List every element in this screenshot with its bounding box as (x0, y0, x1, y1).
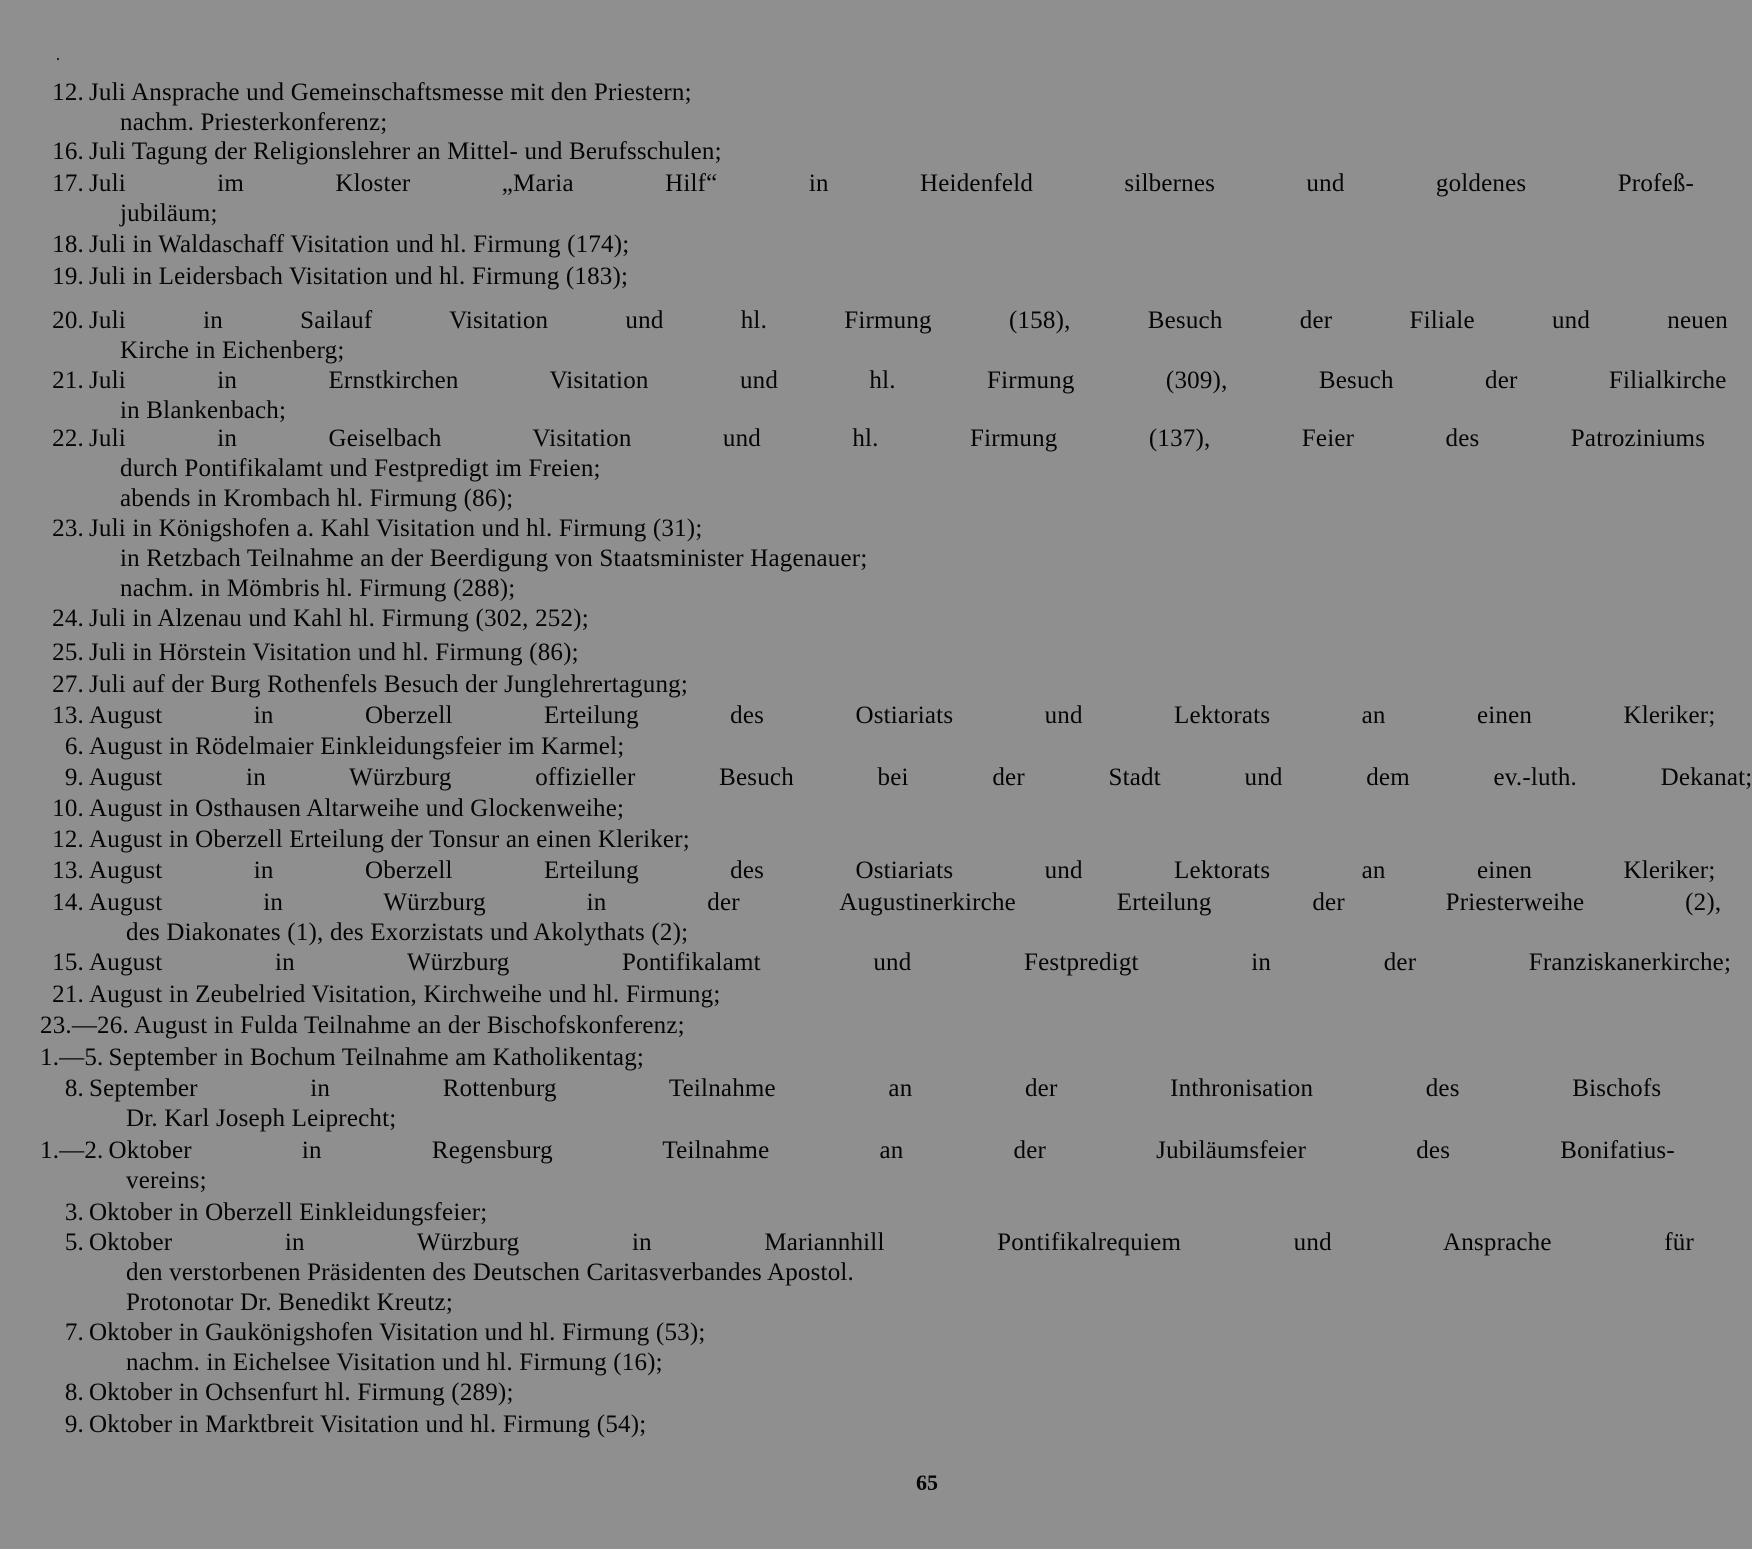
entry-continuation-line: abends in Krombach hl. Firmung (86); (120, 485, 514, 512)
chronicle-entry (40, 137, 938, 167)
entry-text: August in Würzburg Pontifikalamt und Festpredigt in der Franziskanerkirche; (89, 949, 1732, 976)
chronicle-entry (40, 366, 1727, 426)
entry-text: Juli Tagung der Religionslehrer an Mittel- und Berufsschulen; (89, 138, 722, 165)
entry-date-number: 10. (52, 795, 84, 822)
entry-text: September in Rottenburg Teilnahme an der Inthronisation des Bischofs (89, 1075, 1662, 1102)
entry-text: Juli in Hörstein Visitation und hl. Firmung (86); (89, 639, 579, 666)
entry-date-number: 20. (52, 307, 84, 334)
chronicle-entry (40, 1198, 938, 1228)
entry-date-number: 13. (52, 702, 84, 729)
entry-date-number: 5. (64, 1229, 84, 1256)
entry-first-line (40, 1011, 938, 1041)
entry-text: Oktober in Regensburg Teilnahme an der Jubiläumsfeier des Bonifatius- (108, 1137, 1675, 1164)
entry-first-line (40, 1410, 938, 1440)
entry-text: Juli in Geiselbach Visitation und hl. Firmung (137), Feier des Patroziniums (89, 425, 1706, 452)
entry-text: Juli in Königshofen a. Kahl Visitation und hl. Firmung (31); (89, 515, 703, 542)
entry-first-line (40, 888, 1722, 918)
entry-first-line (40, 638, 938, 668)
entry-text: Juli in Alzenau und Kahl hl. Firmung (302, 252); (89, 605, 589, 632)
entry-text: Juli auf der Burg Rothenfels Besuch der Junglehrertagung; (89, 671, 688, 698)
entry-date-number: 14. (52, 889, 84, 916)
entry-text: Juli in Ernstkirchen Visitation und hl. Firmung (309), Besuch der Filialkirche (89, 367, 1727, 394)
entry-text: August in Würzburg in der Augustinerkirche Erteilung der Priesterweihe (2), (89, 889, 1722, 916)
entry-text: Juli in Sailauf Visitation und hl. Firmung (158), Besuch der Filiale und neuen (89, 307, 1728, 334)
chronicle-entry (40, 306, 1728, 366)
entry-date-number: 27. (52, 671, 84, 698)
entry-first-line (40, 169, 1695, 199)
entry-continuation-line: Protonotar Dr. Benedikt Kreutz; (126, 1289, 453, 1316)
entry-first-line (40, 1378, 938, 1408)
entry-first-line (40, 1074, 1662, 1104)
entry-first-line (40, 262, 938, 292)
chronicle-entry (40, 701, 1716, 731)
chronicle-entry (40, 794, 938, 824)
entry-text: August in Rödelmaier Einkleidungsfeier im Karmel; (89, 733, 625, 760)
entry-text: Oktober in Gaukönigshofen Visitation und hl. Firmung (53); (89, 1319, 706, 1346)
entry-continuation-line: nachm. Priesterkonferenz; (120, 109, 388, 136)
entry-text: Juli Ansprache und Gemeinschaftsmesse mit den Priestern; (89, 79, 692, 106)
entry-first-line (40, 825, 938, 855)
chronicle-entry (40, 1043, 938, 1073)
entry-first-line (40, 856, 1716, 886)
entry-date-number: 16. (52, 138, 84, 165)
entry-date-number: 25. (52, 639, 84, 666)
chronicle-entry (40, 1410, 938, 1440)
entry-first-line (40, 732, 938, 762)
entry-date-number: 12. (52, 79, 84, 106)
entry-first-line (40, 306, 1728, 336)
entry-continuation-line: vereins; (126, 1167, 207, 1194)
entry-date-number: 1.—2. (40, 1137, 104, 1164)
chronicle-entry (40, 888, 1722, 948)
entry-date-number: 7. (64, 1319, 84, 1346)
entry-text: August in Oberzell Erteilung der Tonsur an einen Kleriker; (89, 826, 690, 853)
chronicle-entry (40, 1228, 1695, 1318)
entry-text: August in Oberzell Erteilung des Ostiariats und Lektorats an einen Kleriker; (89, 702, 1716, 729)
entry-text: September in Bochum Teilnahme am Katholikentag; (108, 1044, 645, 1071)
entry-text: August in Osthausen Altarweihe und Glockenweihe; (89, 795, 625, 822)
chronicle-entry (40, 825, 938, 855)
entry-text: Oktober in Marktbreit Visitation und hl. Firmung (54); (89, 1411, 647, 1438)
chronicle-entry (40, 856, 1716, 886)
entry-text: Oktober in Würzburg in Mariannhill Pontifikalrequiem und Ansprache für (89, 1229, 1695, 1256)
entry-first-line (40, 1136, 1675, 1166)
chronicle-entry (40, 1136, 1675, 1196)
entry-continuation-line: nachm. in Mömbris hl. Firmung (288); (120, 575, 516, 602)
entry-first-line (40, 980, 938, 1010)
entry-continuation-line: in Blankenbach; (120, 397, 287, 424)
entry-date-number: 1.—5. (40, 1044, 104, 1071)
chronicle-entry (40, 424, 1706, 514)
entry-first-line (40, 701, 1716, 731)
entry-text: August in Fulda Teilnahme an der Bischofskonferenz; (133, 1012, 685, 1039)
entry-first-line (40, 763, 1752, 793)
entry-date-number: 3. (64, 1199, 84, 1226)
entry-date-number: 19. (52, 263, 84, 290)
entry-date-number: 15. (52, 949, 84, 976)
entry-text: August in Zeubelried Visitation, Kirchweihe und hl. Firmung; (89, 981, 721, 1008)
entry-continuation-line: Kirche in Eichenberg; (120, 337, 345, 364)
entry-date-number: 9. (64, 1411, 84, 1438)
entry-first-line (40, 1198, 938, 1228)
entry-continuation-line: den verstorbenen Präsidenten des Deutschen Caritasverbandes Apostol. (126, 1259, 854, 1286)
page-number: 65 (916, 1470, 938, 1495)
chronicle-entry (40, 262, 938, 292)
entry-continuation-line: jubiläum; (120, 200, 218, 227)
chronicle-entry (40, 638, 938, 668)
entry-date-number: 23.—26. (40, 1012, 129, 1039)
entry-date-number: 12. (52, 826, 84, 853)
entry-text: August in Würzburg offizieller Besuch bei der Stadt und dem ev.-luth. Dekanat; (89, 764, 1752, 791)
chronicle-entry (40, 1074, 1662, 1134)
entry-first-line (40, 604, 938, 634)
entry-date-number: 8. (64, 1075, 84, 1102)
entry-first-line (40, 230, 938, 260)
chronicle-entry (40, 980, 938, 1010)
chronicle-entry (40, 514, 938, 604)
entry-text: Juli im Kloster „Maria Hilf“ in Heidenfeld silbernes und goldenes Profeß- (89, 170, 1695, 197)
entry-first-line (40, 670, 938, 700)
entry-text: Oktober in Ochsenfurt hl. Firmung (289); (89, 1379, 514, 1406)
entry-first-line (40, 78, 938, 108)
entry-continuation-line: Dr. Karl Joseph Leiprecht; (126, 1105, 397, 1132)
entry-date-number: 9. (64, 764, 84, 791)
entry-text: August in Oberzell Erteilung des Ostiariats und Lektorats an einen Kleriker; (89, 857, 1716, 884)
chronicle-entry (40, 604, 938, 634)
entry-first-line (40, 424, 1706, 454)
entry-first-line (40, 794, 938, 824)
entry-first-line (40, 1318, 938, 1348)
entry-first-line (40, 137, 938, 167)
chronicle-entry (40, 78, 938, 138)
entry-first-line (40, 948, 1732, 978)
entry-text: Oktober in Oberzell Einkleidungsfeier; (89, 1199, 488, 1226)
entry-date-number: 21. (52, 981, 84, 1008)
entry-first-line (40, 366, 1727, 396)
scan-speck (57, 58, 59, 60)
entry-date-number: 18. (52, 231, 84, 258)
chronicle-entry (40, 948, 1732, 978)
chronicle-entry (40, 763, 1752, 793)
chronicle-entry (40, 1378, 938, 1408)
entry-first-line (40, 1228, 1695, 1258)
chronicle-entry (40, 169, 1695, 229)
entry-date-number: 8. (64, 1379, 84, 1406)
entry-text: Juli in Waldaschaff Visitation und hl. Firmung (174); (89, 231, 630, 258)
entry-continuation-line: nachm. in Eichelsee Visitation und hl. Firmung (16); (126, 1349, 663, 1376)
chronicle-entry (40, 670, 938, 700)
entry-date-number: 6. (64, 733, 84, 760)
entry-continuation-line: in Retzbach Teilnahme an der Beerdigung von Staatsminister Hagenauer; (120, 545, 868, 572)
chronicle-entry (40, 230, 938, 260)
entry-date-number: 24. (52, 605, 84, 632)
entry-date-number: 17. (52, 170, 84, 197)
chronicle-entry (40, 1318, 938, 1378)
entry-date-number: 13. (52, 857, 84, 884)
entry-date-number: 22. (52, 425, 84, 452)
entry-text: Juli in Leidersbach Visitation und hl. Firmung (183); (89, 263, 629, 290)
chronicle-entry (40, 1011, 938, 1041)
entry-first-line (40, 1043, 938, 1073)
entry-continuation-line: des Diakonates (1), des Exorzistats und Akolythats (2); (126, 919, 689, 946)
entry-continuation-line: durch Pontifikalamt und Festpredigt im Freien; (120, 455, 601, 482)
chronicle-entry (40, 732, 938, 762)
entry-first-line (40, 514, 938, 544)
entry-date-number: 23. (52, 515, 84, 542)
entry-date-number: 21. (52, 367, 84, 394)
